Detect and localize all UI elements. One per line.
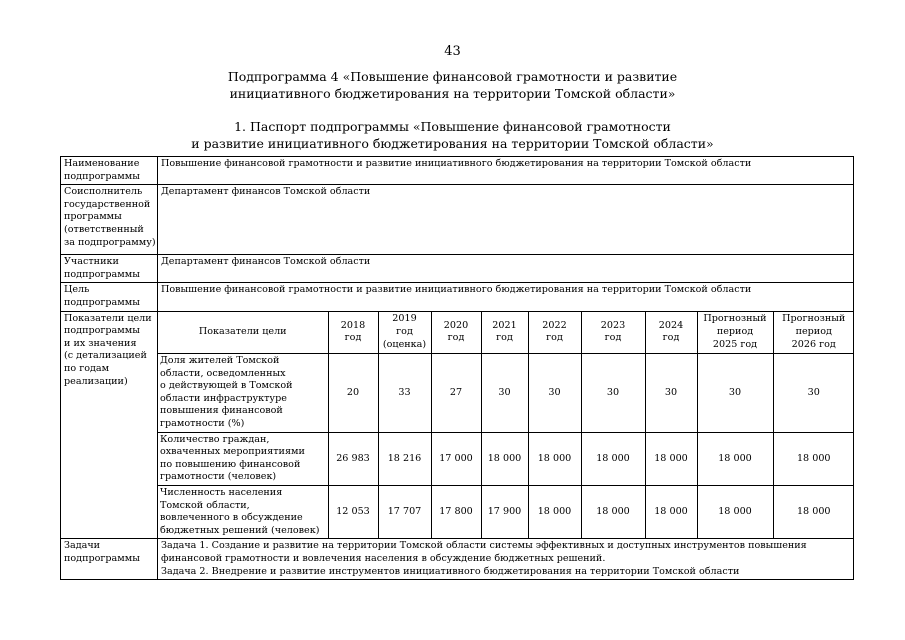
indicator-value: 18 000 (481, 432, 528, 485)
row-coexecutor-value: Департамент финансов Томской области (158, 185, 854, 255)
indicator-value: 18 216 (378, 432, 431, 485)
indicator-value: 30 (581, 354, 645, 433)
indicator-value: 17 800 (431, 486, 481, 539)
year-header-2025: Прогнозный период 2025 год (697, 312, 773, 354)
indicator-value: 30 (481, 354, 528, 433)
indicator-value: 30 (645, 354, 697, 433)
indicator-value: 18 000 (581, 432, 645, 485)
subprogram-heading-line2: инициативного бюджетирования на территории Томской области» (229, 86, 676, 101)
row-coexecutor-label: Соисполнитель государственной программы (ответственный за подпрограмму) (61, 185, 158, 255)
indicator-value: 18 000 (645, 486, 697, 539)
row-name-label: Наименование подпрограммы (61, 157, 158, 185)
year-header-2019: 2019 год (оценка) (378, 312, 431, 354)
indicator-value: 17 900 (481, 486, 528, 539)
passport-title-line2: и развитие инициативного бюджетирования на территории Томской области» (191, 136, 714, 151)
indicator-value: 18 000 (697, 486, 773, 539)
subprogram-heading-line1: Подпрограмма 4 «Повышение финансовой грамотности и развитие (227, 69, 678, 84)
row-participants (61, 255, 854, 283)
row-indicators-label: Показатели цели подпрограммы и их значения (с детализацией по годам реализации) (61, 311, 158, 539)
year-header-2022: 2022 год (528, 312, 581, 354)
indicator-value: 30 (697, 354, 773, 433)
row-tasks (61, 539, 854, 580)
indicator-row (158, 354, 854, 433)
passport-title (0, 118, 905, 152)
row-goal-label: Цель подпрограммы (61, 283, 158, 311)
row-goal-value: Повышение финансовой грамотности и развитие инициативного бюджетирования на территории Томской области (158, 283, 854, 311)
indicator-value: 18 000 (645, 432, 697, 485)
indicator-value: 17 000 (431, 432, 481, 485)
row-name-value: Повышение финансовой грамотности и развитие инициативного бюджетирования на территории Томской области (158, 157, 854, 185)
indicator-row-label: Численность населения Томской области, вовлеченного в обсуждение бюджетных решений (человек) (158, 486, 328, 539)
row-indicators (61, 311, 854, 539)
indicator-value: 33 (378, 354, 431, 433)
year-header-2018: 2018 год (328, 312, 378, 354)
indicator-value: 18 000 (528, 486, 581, 539)
passport-table (60, 156, 854, 580)
indicator-value: 18 000 (581, 486, 645, 539)
indicator-row (158, 486, 854, 539)
row-tasks-value: Задача 1. Создание и развитие на территории Томской области системы эффективных и доступных инструментов повышения финансовой грамотности и вовлечения населения в обсуждение бюджетных решений. Задача 2. Внедрение и развитие инструментов инициативного бюджетирования на территории Томской области (158, 539, 854, 580)
indicator-header-label: Показатели цели (158, 312, 328, 354)
passport-title-line1: 1. Паспорт подпрограммы «Повышение финансовой грамотности (234, 119, 671, 134)
indicator-value: 18 000 (773, 432, 854, 485)
year-header-2024: 2024 год (645, 312, 697, 354)
indicator-table (158, 312, 854, 539)
indicator-value: 30 (773, 354, 854, 433)
row-name (61, 157, 854, 185)
year-header-2021: 2021 год (481, 312, 528, 354)
page-number: 43 (444, 44, 461, 59)
row-tasks-label: Задачи подпрограммы (61, 539, 158, 580)
subprogram-heading (0, 68, 905, 102)
indicator-row (158, 432, 854, 485)
row-goal (61, 283, 854, 311)
row-coexecutor (61, 185, 854, 255)
indicator-value: 27 (431, 354, 481, 433)
indicator-value: 30 (528, 354, 581, 433)
indicator-row-label: Количество граждан, охваченных мероприятиями по повышению финансовой грамотности (человек) (158, 432, 328, 485)
year-header-2020: 2020 год (431, 312, 481, 354)
indicator-value: 18 000 (697, 432, 773, 485)
indicator-value: 26 983 (328, 432, 378, 485)
year-header-2023: 2023 год (581, 312, 645, 354)
indicator-value: 12 053 (328, 486, 378, 539)
indicator-table-cell (158, 311, 854, 539)
indicator-value: 18 000 (528, 432, 581, 485)
row-participants-value: Департамент финансов Томской области (158, 255, 854, 283)
indicator-row-label: Доля жителей Томской области, осведомленных о действующей в Томской области инфраструктуре повышения финансовой грамотности (%) (158, 354, 328, 433)
indicator-value: 18 000 (773, 486, 854, 539)
row-participants-label: Участники подпрограммы (61, 255, 158, 283)
indicator-value: 20 (328, 354, 378, 433)
year-header-2026: Прогнозный период 2026 год (773, 312, 854, 354)
indicator-header-row (158, 312, 854, 354)
indicator-value: 17 707 (378, 486, 431, 539)
